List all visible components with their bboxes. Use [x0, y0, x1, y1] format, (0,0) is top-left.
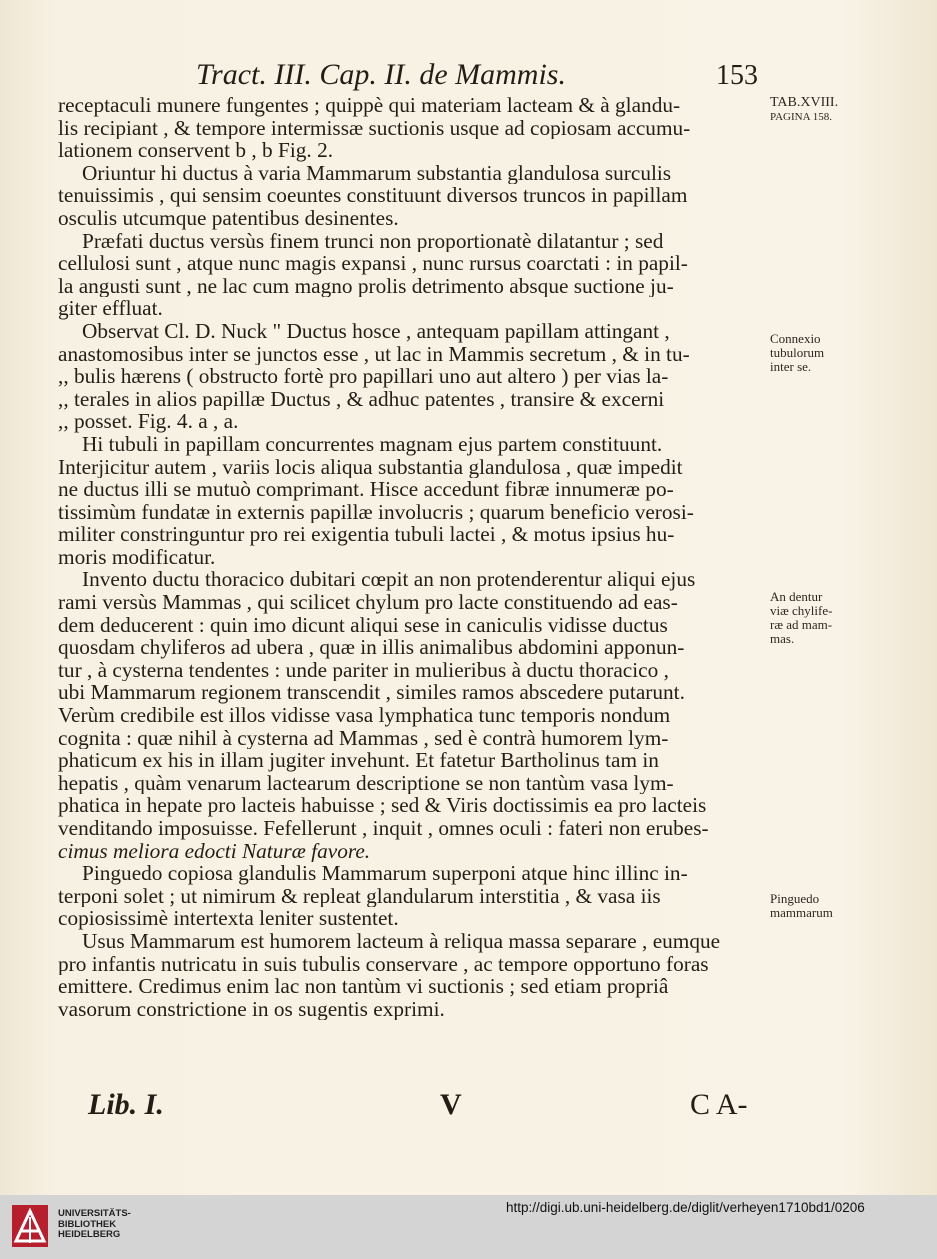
text-line: phaticum ex his in illam jugiter invehunt. Et fatetur Bartholinus tam in [58, 749, 659, 772]
text-line: quosdam chyliferos ad ubera , quæ in illis animalibus abdomini apponun- [58, 636, 685, 659]
page-number: 153 [716, 60, 758, 91]
text-line: giter effluat. [58, 297, 163, 320]
text-line: lis recipiant , & tempore intermissæ suctionis usque ad copiosam accumu- [58, 116, 691, 140]
text-line: cognita : quæ nihil à cysterna ad Mammas , sed è contrà humorem lym- [58, 726, 669, 750]
margin-note-pinguedo: Pinguedo mammarum [770, 891, 833, 920]
text-line: tenuissimis , qui sensim coeuntes constituunt diversos truncos in papillam [58, 184, 688, 207]
running-header [0, 58, 937, 94]
text-line: dem deducerent : quin imo dicunt aliqui sese in caniculis vidisse ductus [58, 613, 668, 637]
library-name: UNIVERSITÄTS- BIBLIOTHEK HEIDELBERG [58, 1208, 131, 1240]
text-line: cellulosi sunt , atque nunc magis expansi , nunc rursus coarctati : in papil- [58, 252, 688, 275]
footer-signature: V [440, 1088, 462, 1121]
text-line: Interjicitur autem , variis locis aliqua substantia glandulosa , quæ impedit [58, 455, 683, 479]
text-line: tissimùm fundatæ in externis papillæ involucris ; quarum beneficio verosi- [58, 500, 694, 524]
text-line: Verùm credibile est illos vidisse vasa lymphatica tunc temporis nondum [58, 704, 671, 727]
body-text [58, 94, 766, 1020]
text-line: receptaculi munere fungentes ; quippè qui materiam lacteam & à glandu- [58, 94, 681, 117]
text-line: pro infantis nutricatu in suis tubulis conservare , ac tempore opportuno foras [58, 952, 709, 976]
text-line: lationem conservent b , b Fig. 2. [58, 139, 334, 162]
text-line: ne ductus illi se mutuò comprimant. Hisce accedunt fibræ innumeræ po- [58, 478, 674, 501]
footer-catchword: C A- [690, 1088, 748, 1121]
text-line: ,, terales in alios papillæ Ductus , & adhuc patentes , transire & excerni [58, 387, 665, 411]
footer-book-label: Lib. I. [88, 1088, 164, 1121]
library-logo-icon [10, 1203, 50, 1249]
text-line: cimus meliora edocti Naturæ favore. [58, 839, 371, 863]
margin-note-dentur: An dentur viæ chylife- ræ ad mam- mas. [770, 589, 833, 646]
text-line: tur , à cysterna tendentes : unde pariter in mulieribus à ductu thoracico , [58, 658, 669, 682]
text-line: emittere. Credimus enim lac non tantùm vi suctionis ; sed etiam propriâ [58, 975, 669, 998]
page-footer [0, 1088, 937, 1128]
library-bar [0, 1195, 937, 1259]
text-line: vasorum constrictione in os sugentis exprimi. [58, 997, 445, 1021]
text-line: la angusti sunt , ne lac cum magno prolis detrimento absque suctione ju- [58, 274, 674, 298]
text-line: ubi Mammarum regionem transcendit , similes ramos abscedere putarunt. [58, 681, 685, 705]
text-line: phatica in hepate pro lacteis habuisse ; sed & Viris doctissimis ea pro lacteis [58, 794, 707, 817]
text-line: rami versùs Mammas , qui scilicet chylum pro lacte constituendo ad eas- [58, 591, 678, 614]
text-line: hepatis , quàm venarum lactearum descriptione se non tantùm vasa lym- [58, 771, 674, 795]
source-url-link[interactable]: http://digi.ub.uni-heidelberg.de/diglit/verheyen1710bd1/0206 [506, 1200, 865, 1215]
text-line: Pinguedo copiosa glandulis Mammarum superponi atque hinc illinc in- [82, 862, 688, 885]
text-line: Oriuntur hi ductus à varia Mammarum substantia glandulosa surculis [82, 161, 672, 185]
margin-note-table-ref: TAB.XVIII. PAGINA 158. [770, 95, 839, 123]
text-line: ,, bulis hærens ( obstructo fortè pro papillari uno aut altero ) per vias la- [58, 365, 669, 388]
margin-note-connexio: Connexio tubulorum inter se. [770, 331, 825, 374]
text-line: Observat Cl. D. Nuck " Ductus hosce , antequam papillam attingant , [82, 319, 670, 343]
text-line: Præfati ductus versùs finem trunci non proportionatè dilatantur ; sed [82, 229, 664, 253]
text-line: terponi solet ; ut nimirum & repleat glandularum interstitia , & vasa iis [58, 884, 661, 908]
text-line: Invento ductu thoracico dubitari cœpit an non protenderentur aliqui ejus [82, 568, 696, 592]
text-line: venditando imposuisse. Fefellerunt , inquit , omnes oculi : fateri non erubes- [58, 817, 709, 840]
text-line: anastomosibus inter se junctos esse , ut lac in Mammis secretum , & in tu- [58, 342, 690, 366]
text-line: osculis utcumque patentibus desinentes. [58, 206, 399, 230]
text-line: Hi tubuli in papillam concurrentes magnam ejus partem constituunt. [82, 432, 663, 456]
text-line: militer constringuntur pro rei exigentia tubuli lactei , & motus ipsius hu- [58, 523, 675, 546]
text-line: copiosissimè intertexta leniter sustentet. [58, 907, 399, 930]
text-line: ,, posset. Fig. 4. a , a. [58, 410, 239, 433]
text-line: moris modificatur. [58, 545, 216, 569]
header-title: Tract. III. Cap. II. de Mammis. [196, 58, 566, 91]
text-line: Usus Mammarum est humorem lacteum à reliqua massa separare , eumque [82, 929, 721, 953]
